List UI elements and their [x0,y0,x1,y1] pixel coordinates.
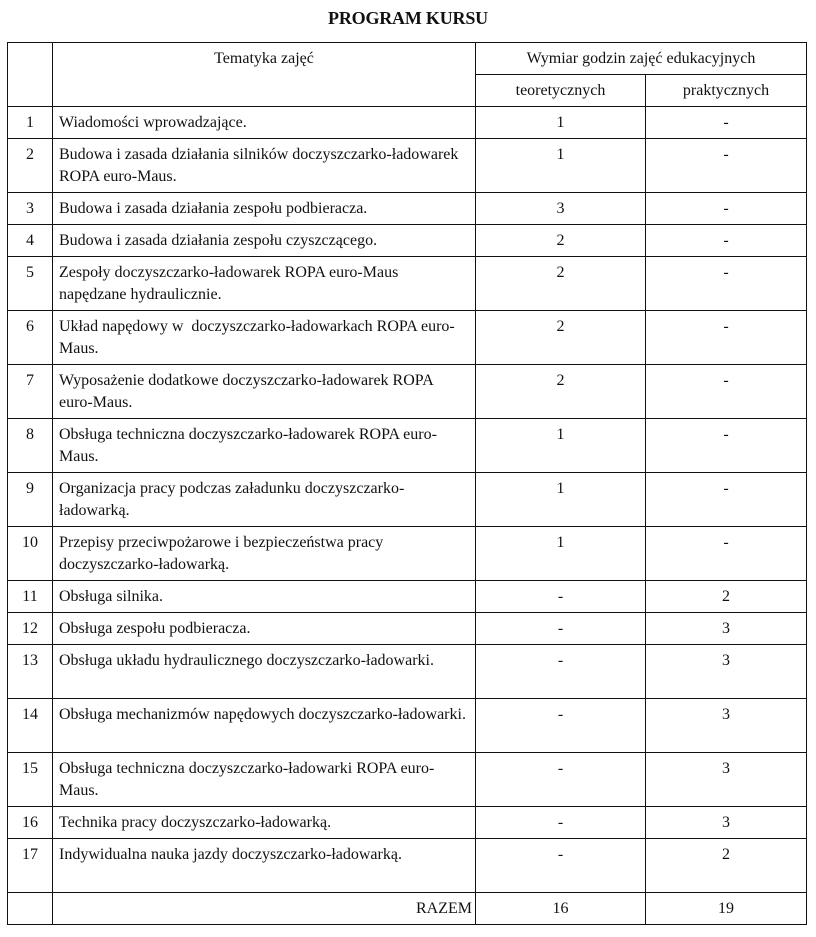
row-theoretical-hours: 1 [476,527,646,581]
row-number: 14 [8,699,53,753]
total-theoretical-hours: 16 [476,893,646,925]
row-topic: Obsługa silnika. [53,581,476,613]
table-row [8,581,807,613]
row-number: 6 [8,311,53,365]
header-number [8,43,53,107]
row-theoretical-hours: - [476,645,646,699]
row-topic: Układ napędowy w doczyszczarko-ładowarkach ROPA euro-Maus. [53,311,476,365]
row-theoretical-hours: 1 [476,473,646,527]
row-practical-hours: 2 [646,581,807,613]
course-program-table [7,42,807,925]
table-row [8,645,807,699]
row-practical-hours: 3 [646,645,807,699]
row-topic: Organizacja pracy podczas załadunku doczyszczarko-ładowarką. [53,473,476,527]
table-row [8,473,807,527]
row-practical-hours: - [646,365,807,419]
page-title: PROGRAM KURSU [328,8,488,28]
row-number: 10 [8,527,53,581]
table-row [8,311,807,365]
table-row [8,139,807,193]
row-number: 7 [8,365,53,419]
row-theoretical-hours: 2 [476,311,646,365]
table-row [8,419,807,473]
total-label: RAZEM [53,893,476,925]
row-number: 3 [8,193,53,225]
table-row [8,107,807,139]
row-number: 9 [8,473,53,527]
table-row [8,225,807,257]
row-practical-hours: - [646,473,807,527]
row-topic: Technika pracy doczyszczarko-ładowarką. [53,807,476,839]
table-row [8,257,807,311]
row-practical-hours: 3 [646,753,807,807]
table-row [8,807,807,839]
row-practical-hours: - [646,225,807,257]
header-practical: praktycznych [646,75,807,107]
table-row [8,613,807,645]
row-topic: Obsługa techniczna doczyszczarko-ładowarek ROPA euro-Maus. [53,419,476,473]
row-number: 17 [8,839,53,893]
row-number: 13 [8,645,53,699]
row-practical-hours: - [646,139,807,193]
row-topic: Wiadomości wprowadzające. [53,107,476,139]
table-row [8,193,807,225]
row-theoretical-hours: - [476,753,646,807]
row-practical-hours: - [646,257,807,311]
row-practical-hours: 2 [646,839,807,893]
row-theoretical-hours: 1 [476,139,646,193]
row-number: 15 [8,753,53,807]
row-theoretical-hours: - [476,613,646,645]
row-practical-hours: - [646,311,807,365]
row-theoretical-hours: - [476,581,646,613]
row-number: 12 [8,613,53,645]
row-topic: Przepisy przeciwpożarowe i bezpieczeństwa pracy doczyszczarko-ładowarką. [53,527,476,581]
row-practical-hours: - [646,527,807,581]
row-practical-hours: - [646,193,807,225]
row-theoretical-hours: 2 [476,365,646,419]
row-number: 4 [8,225,53,257]
row-theoretical-hours: - [476,807,646,839]
row-topic: Obsługa zespołu podbieracza. [53,613,476,645]
row-theoretical-hours: - [476,839,646,893]
table-row [8,753,807,807]
row-number: 2 [8,139,53,193]
header-hours-group: Wymiar godzin zajęć edukacyjnych [476,43,807,75]
table-row [8,527,807,581]
row-practical-hours: - [646,419,807,473]
row-number: 11 [8,581,53,613]
row-topic: Zespoły doczyszczarko-ładowarek ROPA euro-Maus napędzane hydraulicznie. [53,257,476,311]
row-topic: Budowa i zasada działania zespołu czyszczącego. [53,225,476,257]
row-theoretical-hours: - [476,699,646,753]
row-number: 16 [8,807,53,839]
row-practical-hours: 3 [646,613,807,645]
total-practical-hours: 19 [646,893,807,925]
row-number: 1 [8,107,53,139]
row-practical-hours: 3 [646,699,807,753]
row-theoretical-hours: 2 [476,257,646,311]
row-number: 5 [8,257,53,311]
row-topic: Budowa i zasada działania zespołu podbieracza. [53,193,476,225]
row-theoretical-hours: 1 [476,419,646,473]
row-theoretical-hours: 2 [476,225,646,257]
row-topic: Indywidualna nauka jazdy doczyszczarko-ładowarką. [53,839,476,893]
header-topic: Tematyka zajęć [53,43,476,107]
row-topic: Budowa i zasada działania silników doczyszczarko-ładowarek ROPA euro-Maus. [53,139,476,193]
row-topic: Obsługa mechanizmów napędowych doczyszczarko-ładowarki. [53,699,476,753]
row-theoretical-hours: 3 [476,193,646,225]
row-number: 8 [8,419,53,473]
total-row [8,893,807,925]
row-topic: Obsługa techniczna doczyszczarko-ładowarki ROPA euro-Maus. [53,753,476,807]
table-row [8,365,807,419]
header-theoretical: teoretycznych [476,75,646,107]
row-topic: Obsługa układu hydraulicznego doczyszczarko-ładowarki. [53,645,476,699]
row-topic: Wyposażenie dodatkowe doczyszczarko-ładowarek ROPA euro-Maus. [53,365,476,419]
row-practical-hours: 3 [646,807,807,839]
table-row [8,699,807,753]
table-row [8,839,807,893]
row-theoretical-hours: 1 [476,107,646,139]
row-practical-hours: - [646,107,807,139]
total-number-cell [8,893,53,925]
